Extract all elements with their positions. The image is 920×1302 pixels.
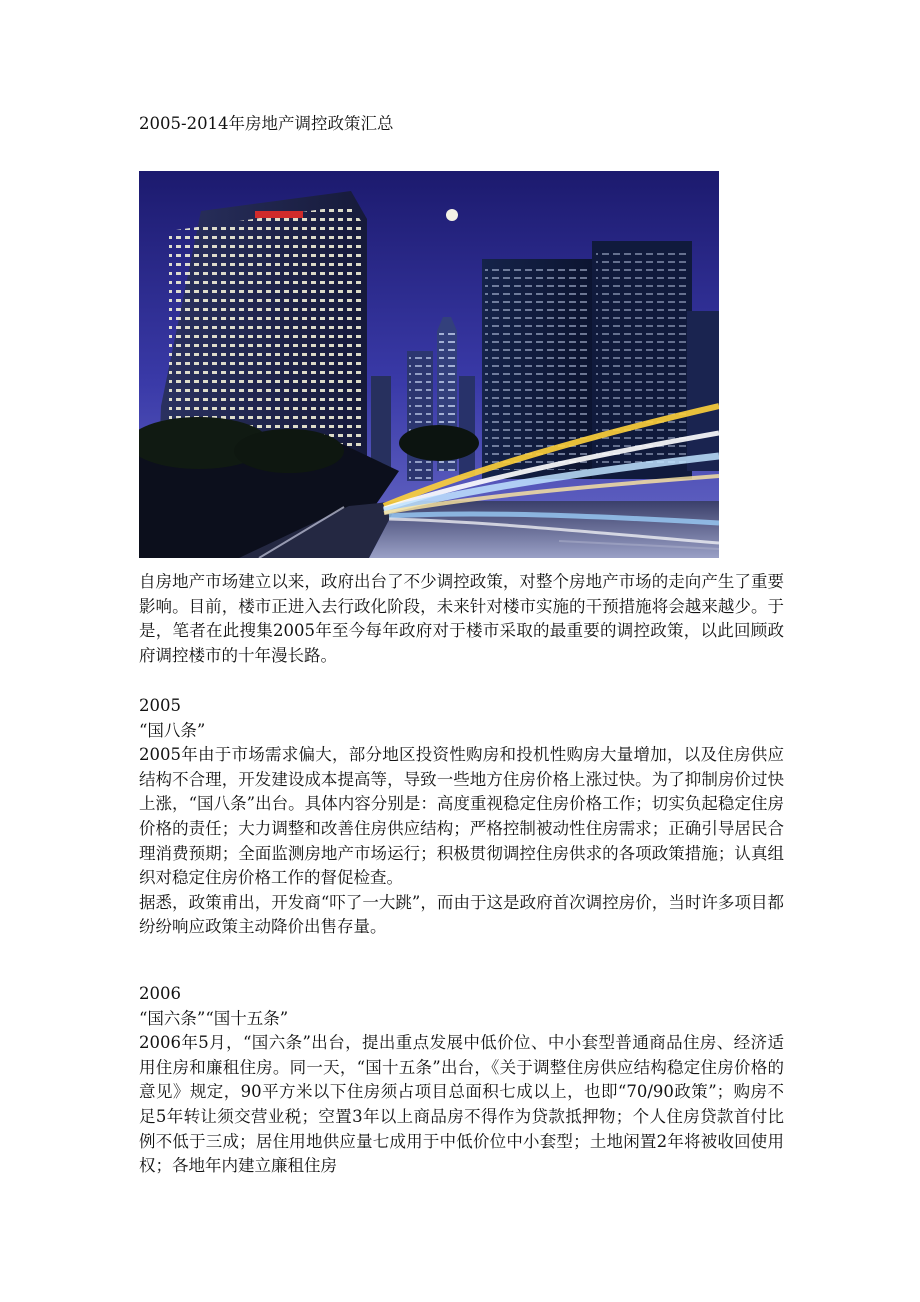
section-paragraph: 据悉，政策甫出，开发商“吓了一大跳”，而由于这是政府首次调控房价，当时许多项目都纷纷响应政策主动降价出售存量。	[139, 892, 784, 937]
city-night-skyline-photo	[139, 171, 719, 558]
document-title: 2005-2014年房地产调控政策汇总	[139, 114, 394, 133]
intro-paragraph: 自房地产市场建立以来，政府出台了不少调控政策，对整个房地产市场的走向产生了重要影响。目前，楼市正进入去行政化阶段，未来针对楼市实施的干预措施将会越来越少。于是，笔者在此搜集2005年至今每年政府对于楼市采取的最重要的调控政策，以此回顾政府调控楼市的十年漫长路。	[139, 572, 784, 665]
section-paragraph: 2006年5月，“国六条”出台，提出重点发展中低价位、中小套型普通商品住房、经济适用住房和廉租住房。同一天，“国十五条”出台，《关于调整住房供应结构稳定住房价格的意见》规定，90平方米以下住房须占项目总面积七成以上，也即“70/90政策”；购房不足5年转让须交营业税；空置3年以上商品房不得作为贷款抵押物；个人住房贷款首付比例不低于三成；居住用地供应量七成用于中低价位中小套型；土地闲置2年将被收回使用权；各地年内建立廉租住房	[139, 1033, 784, 1176]
section-heading: “国六条”“国十五条”	[139, 1008, 289, 1028]
section-2006	[139, 982, 784, 1179]
section-heading: “国八条”	[139, 720, 206, 740]
intro-block	[139, 570, 784, 668]
section-paragraph: 2005年由于市场需求偏大，部分地区投资性购房和投机性购房大量增加，以及住房供应结构不合理，开发建设成本提高等，导致一些地方住房价格上涨过快。为了抑制房价过快上涨，“国八条”出台。具体内容分别是：高度重视稳定住房价格工作；切实负起稳定住房价格的责任；大力调整和改善住房供应结构；严格控制被动性住房需求；正确引导居民合理消费预期；全面监测房地产市场运行；积极贯彻调控住房供求的各项政策措施；认真组织对稳定住房价格工作的督促检查。	[139, 745, 784, 888]
section-year: 2005	[139, 696, 181, 715]
section-year: 2006	[139, 984, 181, 1003]
section-2005	[139, 694, 784, 940]
